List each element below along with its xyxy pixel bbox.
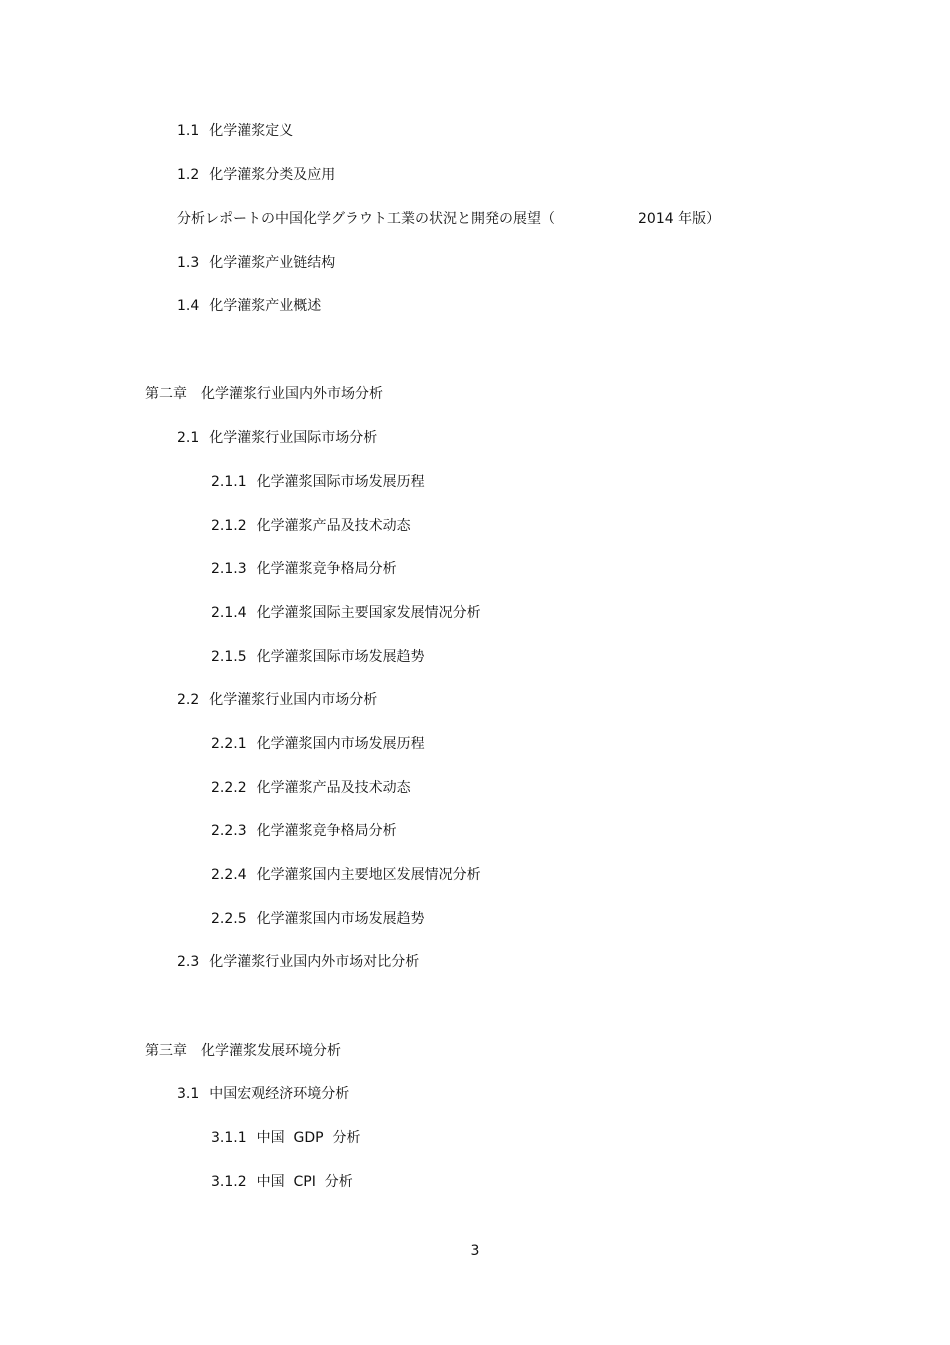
toc-entry-1-2: [177, 166, 335, 184]
toc-entry-2-2: [177, 691, 377, 709]
page-number: 3: [470, 1243, 480, 1259]
toc-number: 2.2.4: [211, 867, 247, 883]
toc-entry-2-1-3: [211, 560, 397, 578]
toc-number: 3.1: [177, 1086, 200, 1102]
toc-number: 2.3: [177, 954, 200, 970]
toc-entry-3-1-1: [211, 1129, 361, 1147]
toc-number: 2.1: [177, 430, 200, 446]
toc-number: 2.1.5: [211, 649, 247, 665]
toc-number: 1.4: [177, 298, 200, 314]
running-header-title: 分析レポートの中国化学グラウト工業の状況と開発の展望（: [177, 211, 555, 227]
toc-title: 化学灌浆国际市场发展历程: [256, 474, 425, 490]
toc-entry-3-1-2: [211, 1173, 353, 1191]
toc-title: 中国宏观经济环境分析: [209, 1086, 350, 1102]
toc-entry-1-3: [177, 254, 335, 272]
chapter-label: 第二章: [145, 386, 187, 402]
toc-number: 2.2.3: [211, 823, 247, 839]
toc-entry-2-1-1: [211, 473, 425, 491]
toc-entry-2-2-5: [211, 910, 425, 928]
toc-title: 化学灌浆分类及应用: [209, 167, 336, 183]
running-header: [177, 210, 555, 228]
toc-entry-2-2-3: [211, 822, 397, 840]
toc-entry-2-1-2: [211, 517, 411, 535]
toc-entry-1-4: [177, 297, 321, 315]
chapter-label: 第三章: [145, 1043, 187, 1059]
chapter-heading-3: [145, 1042, 341, 1060]
toc-entry-1-1: [177, 122, 293, 140]
toc-entry-2-3: [177, 953, 419, 971]
toc-number: 1.2: [177, 167, 200, 183]
toc-entry-2-2-1: [211, 735, 425, 753]
toc-number: 3.1.2: [211, 1174, 247, 1190]
toc-number: 2.1.4: [211, 605, 247, 621]
toc-title: 化学灌浆竞争格局分析: [256, 561, 397, 577]
toc-number: 2.2.1: [211, 736, 247, 752]
toc-title: 化学灌浆国际市场发展趋势: [256, 649, 425, 665]
toc-title: 化学灌浆国内主要地区发展情况分析: [256, 867, 481, 883]
toc-title: 化学灌浆产品及技术动态: [256, 780, 411, 796]
toc-number: 3.1.1: [211, 1130, 247, 1146]
toc-title: 化学灌浆产品及技术动态: [256, 518, 411, 534]
running-header-year: 2014 年版）: [638, 211, 721, 227]
toc-title: 化学灌浆行业国内市场分析: [209, 692, 378, 708]
toc-title: 化学灌浆国内市场发展趋势: [256, 911, 425, 927]
toc-entry-2-2-4: [211, 866, 481, 884]
toc-number: 2.2.5: [211, 911, 247, 927]
toc-entry-2-1-5: [211, 648, 425, 666]
toc-number: 2.1.3: [211, 561, 247, 577]
toc-title: 化学灌浆产业概述: [209, 298, 322, 314]
toc-number: 1.3: [177, 255, 200, 271]
toc-number: 2.1.2: [211, 518, 247, 534]
toc-title: 中国 GDP 分析: [256, 1130, 361, 1146]
toc-title: 化学灌浆定义: [209, 123, 294, 139]
toc-title: 化学灌浆国际主要国家发展情况分析: [256, 605, 481, 621]
toc-title: 中国 CPI 分析: [256, 1174, 353, 1190]
chapter-heading-2: [145, 385, 383, 403]
toc-title: 化学灌浆产业链结构: [209, 255, 336, 271]
toc-number: 2.1.1: [211, 474, 247, 490]
toc-number: 2.2.2: [211, 780, 247, 796]
toc-entry-2-1-4: [211, 604, 481, 622]
toc-entry-3-1: [177, 1085, 349, 1103]
toc-entry-2-2-2: [211, 779, 411, 797]
chapter-title: 化学灌浆行业国内外市场分析: [201, 386, 383, 402]
toc-title: 化学灌浆国内市场发展历程: [256, 736, 425, 752]
toc-entry-2-1: [177, 429, 377, 447]
toc-number: 2.2: [177, 692, 200, 708]
toc-number: 1.1: [177, 123, 200, 139]
chapter-title: 化学灌浆发展环境分析: [201, 1043, 341, 1059]
toc-title: 化学灌浆行业国际市场分析: [209, 430, 378, 446]
toc-title: 化学灌浆竞争格局分析: [256, 823, 397, 839]
toc-title: 化学灌浆行业国内外市场对比分析: [209, 954, 420, 970]
